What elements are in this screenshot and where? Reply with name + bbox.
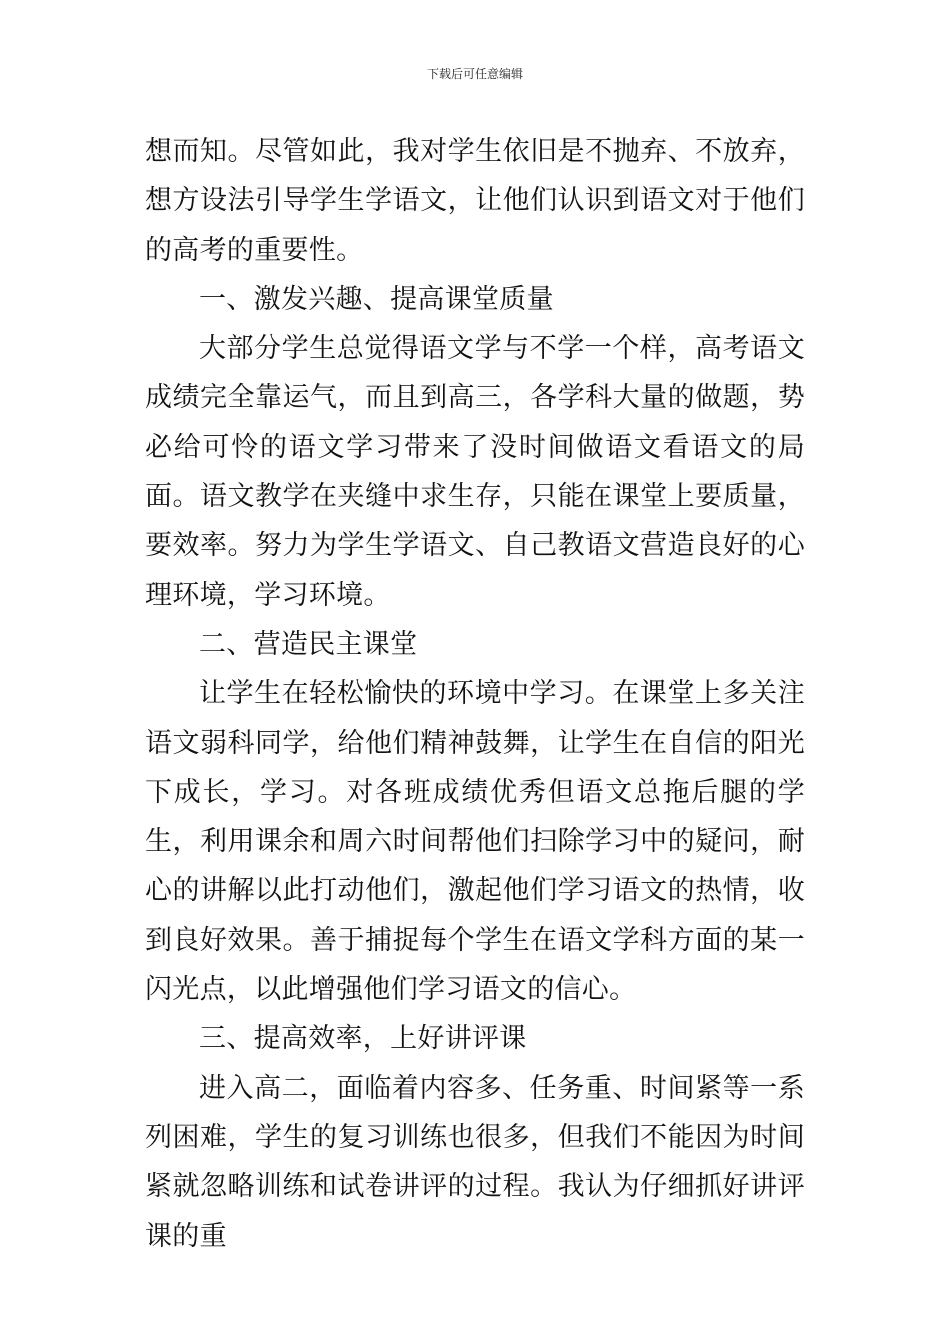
paragraph-continuation: 想而知。尽管如此，我对学生依旧是不抛弃、不放弃，想方设法引导学生学语文，让他们认识到语文对于他们的高考的重要性。 <box>145 136 805 266</box>
section-heading-2: 二、营造民主课堂 <box>199 628 418 660</box>
section-heading-1: 一、激发兴趣、提高课堂质量 <box>199 283 554 315</box>
section-heading-3: 三、提高效率，上好讲评课 <box>199 1023 527 1055</box>
paragraph-1: 大部分学生总觉得语文学与不学一个样，高考语文成绩完全靠运气，而且到高三，各学科大量的做题，势必给可怜的语文学习带来了没时间做语文看语文的局面。语文教学在夹缝中求生存，只能在课堂上要质量，要效率。努力为学生学语文、自己教语文营造良好的心理环境，学习环境。 <box>145 333 805 611</box>
document-body <box>145 127 805 1261</box>
paragraph-2: 让学生在轻松愉快的环境中学习。在课堂上多关注语文弱科同学，给他们精神鼓舞，让学生在自信的阳光下成长，学习。对各班成绩优秀但语文总拖后腿的学生，利用课余和周六时间帮他们扫除学习中的疑问，耐心的讲解以此打动他们，激起他们学习语文的热情，收到良好效果。善于捕捉每个学生在语文学科方面的某一闪光点，以此增强他们学习语文的信心。 <box>145 678 805 1006</box>
paragraph-3: 进入高二，面临着内容多、任务重、时间紧等一系列困难，学生的复习训练也很多，但我们不能因为时间紧就忽略训练和试卷讲评的过程。我认为仔细抓好讲评课的重 <box>145 1072 805 1252</box>
page-header: 下载后可任意编辑 <box>426 67 523 81</box>
